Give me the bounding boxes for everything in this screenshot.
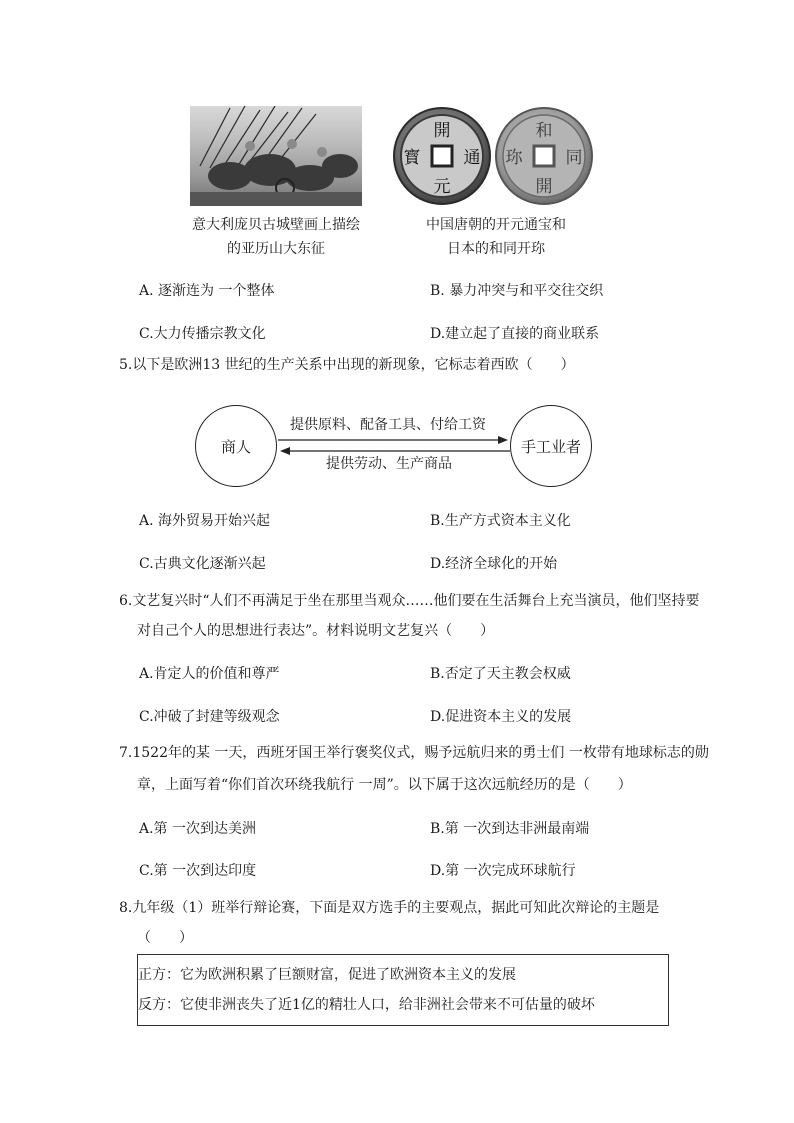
- q7-stem-line1: 7.1522年的某 一天，西班牙国王举行褒奖仪式，赐予远航归来的勇士们 一枚带有地球标志的勋: [119, 745, 709, 761]
- kaiyuan-tongbao-coin: [392, 106, 492, 206]
- coin1-right-char: 通: [463, 148, 481, 168]
- q4-option-d: D.建立起了直接的商业联系: [430, 326, 600, 342]
- q5-option-c: C.古典文化逐渐兴起: [139, 556, 266, 572]
- q4-option-b: B. 暴力冲突与和平交往交织: [430, 283, 604, 299]
- q5-option-a: A. 海外贸易开始兴起: [139, 513, 271, 529]
- q6-option-b: B.否定了天主教会权威: [430, 666, 571, 682]
- q7-stem-line2: 章，上面写着“你们首次环绕我航行 一周”。以下属于这次远航经历的是（ ）: [137, 777, 632, 793]
- alexander-fresco-image: [190, 106, 362, 206]
- q6-stem-line2: 对自己个人的思想进行表达”。材料说明文艺复兴（ ）: [137, 623, 495, 639]
- diagram-bottom-label: 提供劳动、生产商品: [326, 456, 452, 472]
- diagram-merchant-node: [195, 405, 277, 487]
- q5-option-b: B.生产方式资本主义化: [430, 513, 571, 529]
- q7-option-a: A.第 一次到达美洲: [139, 821, 257, 837]
- debate-viewpoints-box: [137, 954, 669, 1026]
- coin1-top-char: 開: [433, 121, 451, 141]
- diagram-top-label: 提供原料、配备工具、付给工资: [290, 417, 486, 433]
- fresco-drawing: [190, 106, 362, 206]
- coin1-bottom-char: 元: [433, 177, 451, 197]
- diagram-arrows: [276, 400, 512, 490]
- fresco-caption-line1: 意大利庞贝古城壁画上描绘: [192, 217, 360, 233]
- q4-option-a: A. 逐渐连为 一个整体: [139, 283, 275, 299]
- q8-stem-line1: 8.九年级（1）班举行辩论赛，下面是双方选手的主要观点，据此可知此次辩论的主题是: [119, 900, 660, 916]
- q7-option-c: C.第 一次到达印度: [139, 863, 257, 879]
- diagram-artisan-node: [510, 405, 592, 487]
- fresco-caption-line2: 的亚历山大东征: [227, 241, 325, 257]
- coin1-left-char: 寳: [403, 148, 421, 168]
- coin2-right-char: 同: [565, 148, 583, 168]
- q5-option-d: D.经济全球化的开始: [430, 556, 558, 572]
- coin-caption-line2: 日本的和同开珎: [447, 241, 545, 257]
- coin2-top-char: 和: [535, 121, 553, 141]
- q8-con-viewpoint: 反方：它使非洲丧失了近1亿的精壮人口，给非洲社会带来不可估量的破坏: [138, 997, 595, 1013]
- diagram-merchant-label: 商人: [220, 437, 251, 456]
- q5-stem: 5.以下是欧洲13 世纪的生产关系中出现的新现象，它标志着西欧（ ）: [119, 357, 575, 373]
- q7-option-b: B.第 一次到达非洲最南端: [430, 821, 590, 837]
- top-arrow-head: [498, 436, 508, 444]
- wado-kaichin-coin: [494, 106, 594, 206]
- coin2-left-char: 珎: [505, 148, 523, 168]
- q6-option-a: A.肯定人的价值和尊严: [139, 666, 280, 682]
- q4-option-c: C.大力传播宗教文化: [139, 326, 266, 342]
- q6-stem-line1: 6.文艺复兴时“人们不再满足于坐在那里当观众……他们要在生活舞台上充当演员，他们坚持要: [119, 593, 700, 609]
- coin-caption-line1: 中国唐朝的开元通宝和: [426, 217, 566, 233]
- bottom-arrow-head: [280, 447, 290, 455]
- q6-option-c: C.冲破了封建等级观念: [139, 709, 280, 725]
- diagram-artisan-label: 手工业者: [520, 437, 581, 456]
- coin2-bottom-char: 開: [535, 177, 553, 197]
- q8-stem-line2: （ ）: [137, 930, 193, 946]
- q8-pro-viewpoint: 正方：它为欧洲积累了巨额财富，促进了欧洲资本主义的发展: [138, 967, 516, 983]
- q7-option-d: D.第 一次完成环球航行: [430, 863, 576, 879]
- q6-option-d: D.促进资本主义的发展: [430, 709, 572, 725]
